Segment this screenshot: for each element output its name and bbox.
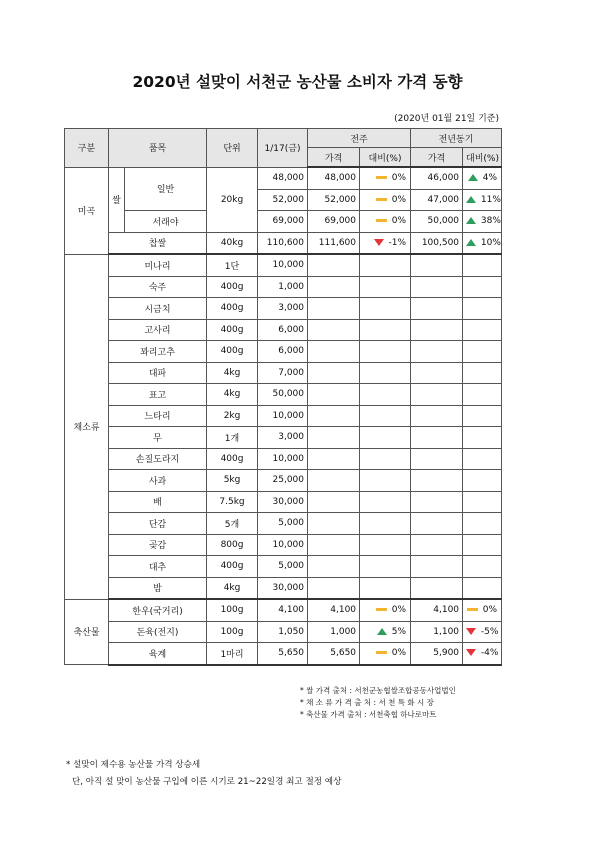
page-title: 2020년 설맞이 서천군 농산물 소비자 가격 동향 — [132, 73, 463, 91]
unit-cell: 5개 — [207, 513, 258, 535]
header-prev-year: 전년동기 — [411, 129, 502, 148]
pw-price-cell: 48,000 — [308, 167, 360, 189]
price-cell: 10,000 — [258, 534, 308, 556]
price-cell: 10,000 — [258, 405, 308, 427]
pw-pct: 5% — [391, 626, 407, 637]
item-cell: 느타리 — [109, 405, 207, 427]
flat-bar-icon — [467, 608, 478, 611]
table-row — [65, 276, 502, 298]
item-cell: 찹쌀 — [109, 232, 207, 254]
py-ratio-cell — [463, 599, 502, 621]
pw-pct: 0% — [391, 216, 407, 227]
pw-ratio-cell — [360, 599, 411, 621]
pw-ratio-cell — [360, 643, 411, 665]
py-ratio-cell — [463, 189, 502, 211]
pw-price-cell: 52,000 — [308, 189, 360, 211]
up-triangle-icon — [466, 217, 476, 224]
unit-cell: 100g — [207, 621, 258, 643]
item-cell: 돈육(전지) — [109, 621, 207, 643]
item-cell: 꽈리고추 — [109, 341, 207, 363]
table-row — [65, 599, 502, 621]
pw-price-cell: 1,000 — [308, 621, 360, 643]
table-row — [65, 491, 502, 513]
source-notes — [300, 685, 456, 721]
table-row — [65, 556, 502, 578]
item-cell: 시금치 — [109, 298, 207, 320]
price-cell: 4,100 — [258, 599, 308, 621]
price-table — [64, 128, 502, 666]
item-cell: 사과 — [109, 470, 207, 492]
table-row — [65, 319, 502, 341]
header-unit: 단위 — [207, 129, 258, 168]
item-cell: 쌀 — [109, 167, 125, 232]
down-triangle-icon — [466, 649, 476, 656]
header-row-1 — [65, 129, 502, 148]
item-cell: 미나리 — [109, 254, 207, 276]
pw-pct: -1% — [388, 237, 407, 248]
price-cell: 5,650 — [258, 643, 308, 665]
unit-cell: 400g — [207, 556, 258, 578]
item-sub-cell: 일반 — [125, 167, 207, 211]
price-cell: 6,000 — [258, 319, 308, 341]
pw-price-cell: 69,000 — [308, 211, 360, 233]
price-cell: 30,000 — [258, 577, 308, 599]
table-row — [65, 621, 502, 643]
item-cell: 대추 — [109, 556, 207, 578]
item-cell: 무 — [109, 427, 207, 449]
unit-cell: 1마리 — [207, 643, 258, 665]
price-cell: 25,000 — [258, 470, 308, 492]
flat-bar-icon — [376, 608, 387, 611]
price-cell: 7,000 — [258, 362, 308, 384]
unit-cell: 400g — [207, 319, 258, 341]
pw-ratio-cell — [360, 232, 411, 254]
pw-ratio-cell — [360, 621, 411, 643]
source-rice: * 쌀 가격 출처 : 서천군농협쌀조합공동사업법인 — [300, 686, 456, 695]
py-pct: 38% — [480, 216, 501, 227]
pw-price-cell: 4,100 — [308, 599, 360, 621]
table-row — [65, 577, 502, 599]
table-row — [65, 384, 502, 406]
pw-ratio-cell — [360, 211, 411, 233]
item-cell: 밤 — [109, 577, 207, 599]
up-triangle-icon — [466, 239, 476, 246]
table-row — [65, 448, 502, 470]
unit-cell: 4kg — [207, 577, 258, 599]
header-price-date: 1/17(금) — [258, 129, 308, 168]
item-cell: 한우(국거리) — [109, 599, 207, 621]
item-cell: 대파 — [109, 362, 207, 384]
pw-pct: 0% — [391, 648, 407, 659]
header-pw-ratio: 대비(%) — [360, 148, 411, 168]
unit-cell: 400g — [207, 276, 258, 298]
price-cell: 3,000 — [258, 427, 308, 449]
up-triangle-icon — [377, 628, 387, 635]
up-triangle-icon — [466, 196, 476, 203]
price-cell: 10,000 — [258, 448, 308, 470]
pw-pct: 0% — [391, 605, 407, 616]
table-row — [65, 211, 502, 233]
table-row — [65, 232, 502, 254]
flat-bar-icon — [376, 219, 387, 222]
pw-pct: 0% — [391, 194, 407, 205]
unit-cell: 2kg — [207, 405, 258, 427]
table-row — [65, 427, 502, 449]
header-item: 품목 — [109, 129, 207, 168]
item-cell: 단감 — [109, 513, 207, 535]
down-triangle-icon — [374, 239, 384, 246]
unit-cell: 800g — [207, 534, 258, 556]
header-pw-price: 가격 — [308, 148, 360, 168]
price-cell: 10,000 — [258, 254, 308, 276]
note-trend: * 설맞이 제수용 농산물 가격 상승세 — [66, 760, 201, 770]
py-pct: 10% — [480, 237, 501, 248]
py-pct: 0% — [482, 605, 498, 616]
price-cell: 6,000 — [258, 341, 308, 363]
py-price-cell: 46,000 — [411, 167, 463, 189]
price-cell: 1,050 — [258, 621, 308, 643]
source-veg: * 채 소 류 가 격 출 처 : 서 천 특 화 시 장 — [300, 698, 434, 707]
price-cell: 5,000 — [258, 556, 308, 578]
header-py-ratio: 대비(%) — [463, 148, 502, 168]
pw-price-cell: 111,600 — [308, 232, 360, 254]
py-ratio-cell — [463, 621, 502, 643]
py-price-cell: 50,000 — [411, 211, 463, 233]
unit-cell: 20kg — [207, 167, 258, 232]
pw-price-cell: 5,650 — [308, 643, 360, 665]
item-cell: 표고 — [109, 384, 207, 406]
unit-cell: 40kg — [207, 232, 258, 254]
unit-cell: 7.5kg — [207, 491, 258, 513]
price-cell: 3,000 — [258, 298, 308, 320]
item-cell: 육계 — [109, 643, 207, 665]
py-price-cell: 47,000 — [411, 189, 463, 211]
summary-notes — [66, 757, 341, 791]
up-triangle-icon — [468, 174, 478, 181]
category-cell: 미곡 — [65, 167, 109, 254]
py-price-cell: 100,500 — [411, 232, 463, 254]
unit-cell: 5kg — [207, 470, 258, 492]
table-row — [65, 470, 502, 492]
py-ratio-cell — [463, 232, 502, 254]
header-category: 구분 — [65, 129, 109, 168]
item-cell: 고사리 — [109, 319, 207, 341]
pw-pct: 0% — [391, 173, 407, 184]
unit-cell: 400g — [207, 341, 258, 363]
flat-bar-icon — [376, 198, 387, 201]
py-ratio-cell — [463, 167, 502, 189]
item-cell: 곶감 — [109, 534, 207, 556]
price-cell: 48,000 — [258, 167, 308, 189]
source-livestock: * 축산물 가격 출처 : 서천축협 하나로마트 — [300, 710, 437, 719]
unit-cell: 4kg — [207, 362, 258, 384]
pw-ratio-cell — [360, 167, 411, 189]
table-row — [65, 513, 502, 535]
py-price-cell: 4,100 — [411, 599, 463, 621]
header-prev-week: 전주 — [308, 129, 411, 148]
flat-bar-icon — [376, 651, 387, 654]
unit-cell: 100g — [207, 599, 258, 621]
py-price-cell: 5,900 — [411, 643, 463, 665]
price-cell: 110,600 — [258, 232, 308, 254]
py-pct: -5% — [480, 626, 499, 637]
item-sub-cell: 서래야 — [125, 211, 207, 233]
py-price-cell: 1,100 — [411, 621, 463, 643]
unit-cell: 1개 — [207, 427, 258, 449]
table-row — [65, 534, 502, 556]
table-row — [65, 643, 502, 665]
py-pct: 11% — [480, 194, 501, 205]
table-row — [65, 362, 502, 384]
note-forecast: 단, 아직 설 맞이 농산물 구입에 이른 시기로 21~22일경 최고 절정 예상 — [72, 777, 342, 787]
category-cell: 채소류 — [65, 254, 109, 599]
table-row — [65, 167, 502, 189]
price-cell: 5,000 — [258, 513, 308, 535]
category-cell: 축산물 — [65, 599, 109, 665]
price-cell: 1,000 — [258, 276, 308, 298]
py-pct: 4% — [482, 173, 498, 184]
flat-bar-icon — [376, 176, 387, 179]
table-row — [65, 298, 502, 320]
table-row — [65, 405, 502, 427]
item-cell: 숙주 — [109, 276, 207, 298]
pw-ratio-cell — [360, 189, 411, 211]
item-cell: 배 — [109, 491, 207, 513]
unit-cell: 400g — [207, 298, 258, 320]
py-ratio-cell — [463, 211, 502, 233]
reference-date: (2020년 01월 21일 기준) — [394, 114, 499, 124]
unit-cell: 400g — [207, 448, 258, 470]
py-pct: -4% — [480, 648, 499, 659]
price-cell: 52,000 — [258, 189, 308, 211]
unit-cell: 1단 — [207, 254, 258, 276]
table-row — [65, 341, 502, 363]
item-cell: 손질도라지 — [109, 448, 207, 470]
down-triangle-icon — [466, 628, 476, 635]
price-cell: 30,000 — [258, 491, 308, 513]
unit-cell: 4kg — [207, 384, 258, 406]
py-ratio-cell — [463, 643, 502, 665]
table-row — [65, 254, 502, 276]
price-cell: 69,000 — [258, 211, 308, 233]
price-cell: 50,000 — [258, 384, 308, 406]
header-py-price: 가격 — [411, 148, 463, 168]
